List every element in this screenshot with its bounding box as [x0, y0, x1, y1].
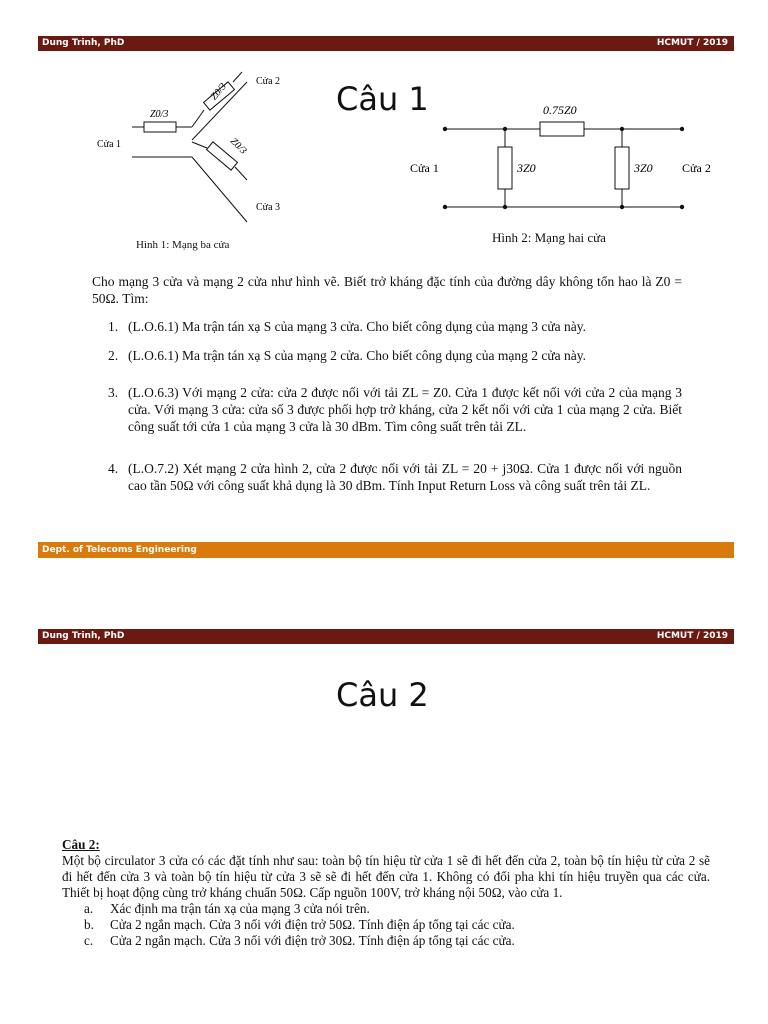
- question-4: [108, 460, 682, 494]
- intro-paragraph: Cho mạng 3 cửa và mạng 2 cửa như hình vẽ. Biết trở kháng đặc tính của đường dây không tổn hao là Z0 = 50Ω. Tìm:: [92, 274, 682, 306]
- fig1-port1-label: Cửa 1: [97, 139, 122, 150]
- fig2-shunt2-label: 3Z0: [634, 161, 653, 175]
- sub-question-a-text: Xác định ma trận tán xạ của mạng 3 cửa nói trên.: [110, 901, 370, 916]
- question-3-number: 3.: [108, 385, 119, 400]
- question-2-block: [62, 837, 710, 949]
- fig1-resistor-label-2: Z0/3: [208, 81, 229, 103]
- sub-question-b: [62, 917, 710, 933]
- question-4-text: (L.O.7.2) Xét mạng 2 cửa hình 2, cửa 2 được nối với tải ZL = 20 + j30Ω. Cửa 1 được nối với nguồn cao tần 50Ω với công suất khả dụng là 30 dBm. Tính Input Return Loss và công suất trên tải ZL.: [128, 461, 682, 493]
- sub-question-a: [62, 901, 710, 917]
- sub-question-a-letter: a.: [84, 901, 94, 916]
- question-2-heading: Câu 2:: [62, 837, 100, 852]
- institution-label: HCMUT / 2019: [656, 38, 728, 48]
- sub-question-c: [62, 933, 710, 949]
- sub-question-b-text: Cửa 2 ngắn mạch. Cửa 3 nối với điện trở 50Ω. Tính điện áp tổng tại các cửa.: [110, 917, 515, 932]
- figure-three-port-network: [92, 62, 312, 237]
- slide1-footer-bar: [38, 542, 734, 558]
- question-3-text: (L.O.6.3) Với mạng 2 cửa: cửa 2 được nối với tải ZL = Z0. Cửa 1 được kết nối với cửa 2 của mạng 3 cửa. Với mạng 3 cửa: cửa số 3 được phối hợp trở kháng, cửa 2 kết nối với cửa 1 của mạng 2 cửa. Biết công suất tới cửa 1 của mạng 3 cửa là 30 dBm. Tìm công suất trên tải ZL.: [128, 385, 682, 434]
- institution-label: HCMUT / 2019: [656, 631, 728, 641]
- sub-question-b-letter: b.: [84, 917, 94, 932]
- slide1-title: Câu 1: [336, 80, 429, 118]
- sub-question-c-text: Cửa 2 ngắn mạch. Cửa 3 nối với điện trở 30Ω. Tính điện áp tổng tại các cửa.: [110, 933, 515, 948]
- question-3: [108, 384, 682, 435]
- fig2-shunt1-label: 3Z0: [517, 161, 536, 175]
- fig2-series-label: 0.75Z0: [543, 103, 577, 117]
- fig1-port2-label: Cửa 2: [256, 76, 281, 87]
- author-label: Dung Trinh, PhD: [42, 38, 125, 48]
- author-label: Dung Trinh, PhD: [42, 631, 125, 641]
- question-1-number: 1.: [108, 319, 119, 334]
- fig1-resistor-label-3: Z0/3: [227, 135, 249, 157]
- question-2-text: (L.O.6.1) Ma trận tán xạ S của mạng 2 cửa. Cho biết công dụng của mạng 2 cửa này.: [128, 348, 586, 363]
- question-1: [108, 318, 682, 335]
- slide2-title: Câu 2: [336, 676, 429, 714]
- sub-question-c-letter: c.: [84, 933, 94, 948]
- question-1-text: (L.O.6.1) Ma trận tán xạ S của mạng 3 cửa. Cho biết công dụng của mạng 3 cửa này.: [128, 319, 586, 334]
- fig1-resistor-label-1: Z0/3: [150, 109, 169, 120]
- question-2: [108, 347, 682, 364]
- fig2-port2-label: Cửa 2: [682, 161, 711, 175]
- question-4-number: 4.: [108, 461, 119, 476]
- fig1-caption: Hình 1: Mạng ba cửa: [136, 239, 230, 251]
- figure-two-port-network: [400, 95, 730, 220]
- question-2-body: Một bộ circulator 3 cửa có các đặt tính như sau: toàn bộ tín hiệu từ cửa 1 sẽ đi hết đến cửa 2, toàn bộ tín hiệu từ cửa 2 sẽ đi hết đến cửa 3 và toàn bộ tín hiệu từ cửa 3 sẽ sẽ đi hết đến cửa 1. Không có đổi pha khi tín hiệu truyền qua các cửa. Thiết bị hoạt động cùng trở kháng chuẩn 50Ω. Cấp nguồn 100V, trở kháng nội 50Ω, vào cửa 1.: [62, 853, 710, 900]
- fig2-port1-label: Cửa 1: [410, 161, 439, 175]
- department-label: Dept. of Telecoms Engineering: [42, 545, 197, 555]
- slide1-header-bar: [38, 36, 734, 51]
- question-2-number: 2.: [108, 348, 119, 363]
- fig2-caption: Hình 2: Mạng hai cửa: [492, 230, 606, 245]
- slide2-header-bar: [38, 629, 734, 644]
- fig1-port3-label: Cửa 3: [256, 202, 281, 213]
